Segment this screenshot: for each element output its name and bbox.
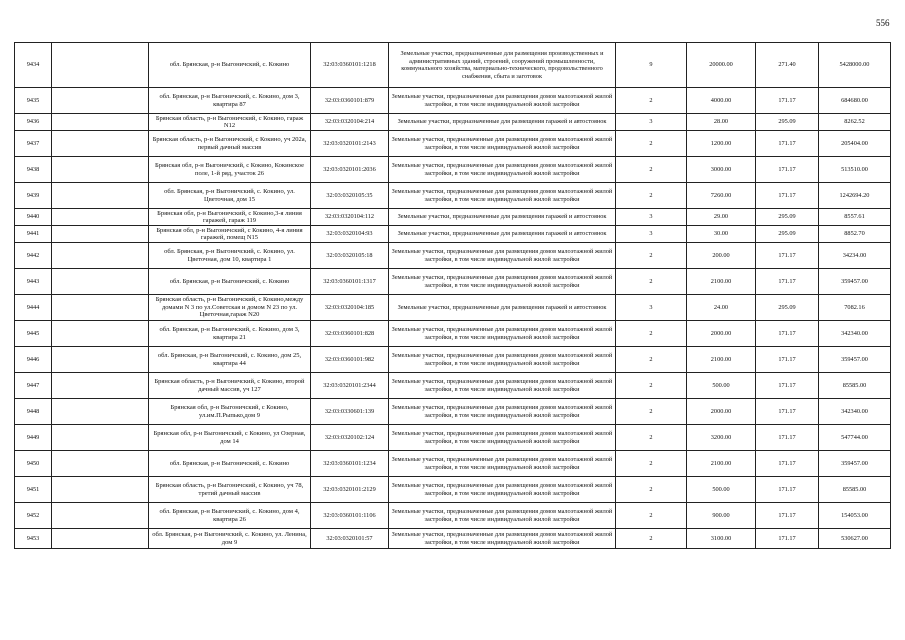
cadastral-number-cell: 32:03:0320105:18	[311, 243, 389, 269]
land-use-purpose-cell: Земельные участки, предназначенные для размещения домов малоэтажной жилой застройки, в том числе индивидуальной жилой застройки	[389, 477, 616, 503]
row-number-cell: 9448	[15, 399, 52, 425]
cadastral-number-cell: 32:03:0320102:124	[311, 425, 389, 451]
land-use-purpose-cell: Земельные участки, предназначенные для размещения домов малоэтажной жилой застройки, в том числе индивидуальной жилой застройки	[389, 373, 616, 399]
table-row	[15, 425, 891, 451]
row-number-cell: 9440	[15, 209, 52, 226]
area-cell: 500.00	[687, 477, 756, 503]
cadastral-number-cell: 32:03:0360101:1317	[311, 269, 389, 295]
area-cell: 24.00	[687, 295, 756, 321]
table-row	[15, 157, 891, 183]
table-row	[15, 183, 891, 209]
specific-value-cell: 171.17	[756, 157, 819, 183]
area-cell: 3200.00	[687, 425, 756, 451]
empty-cell	[52, 399, 149, 425]
empty-cell	[52, 43, 149, 88]
cadastral-value-cell: 342340.00	[819, 321, 891, 347]
table-row	[15, 243, 891, 269]
group-number-cell: 2	[616, 157, 687, 183]
cadastral-number-cell: 32:03:0320101:2036	[311, 157, 389, 183]
empty-cell	[52, 477, 149, 503]
group-number-cell: 2	[616, 373, 687, 399]
cadastral-number-cell: 32:03:0360101:1106	[311, 503, 389, 529]
empty-cell	[52, 425, 149, 451]
address-cell: обл. Брянская, р-н Выгоничский, с. Кокино, дом 25, квартира 44	[149, 347, 311, 373]
address-cell: обл. Брянская, р-н Выгоничский, с. Кокино	[149, 269, 311, 295]
cadastral-value-table	[14, 42, 891, 549]
cadastral-number-cell: 32:03:0320104:185	[311, 295, 389, 321]
address-cell: обл. Брянская, р-н Выгоничский, с. Кокино, ул. Цветочная, дом 15	[149, 183, 311, 209]
area-cell: 2000.00	[687, 399, 756, 425]
cadastral-value-cell: 205404.00	[819, 131, 891, 157]
empty-cell	[52, 503, 149, 529]
area-cell: 4000.00	[687, 88, 756, 114]
cadastral-value-cell: 359457.00	[819, 347, 891, 373]
address-cell: обл. Брянская, р-н Выгоничский, с. Кокино, дом 3, квартира 21	[149, 321, 311, 347]
address-cell: Брянская обл, р-н Выгоничский, с Кокино, Кокинское поле, 1-й ряд, участок 26	[149, 157, 311, 183]
table-row	[15, 269, 891, 295]
empty-cell	[52, 529, 149, 549]
address-cell: Брянская область, р-н Выгоничский, с Кокино, уч 202а, первый дачный массив	[149, 131, 311, 157]
group-number-cell: 2	[616, 529, 687, 549]
specific-value-cell: 171.17	[756, 183, 819, 209]
table-row	[15, 114, 891, 131]
land-use-purpose-cell: Земельные участки, предназначенные для размещения домов малоэтажной жилой застройки, в том числе индивидуальной жилой застройки	[389, 131, 616, 157]
specific-value-cell: 171.17	[756, 321, 819, 347]
table-row	[15, 347, 891, 373]
address-cell: Брянская область, р-н Выгоничский, с Кокино, второй дачный массив, уч 127	[149, 373, 311, 399]
specific-value-cell: 171.17	[756, 131, 819, 157]
empty-cell	[52, 183, 149, 209]
cadastral-number-cell: 32:03:0320104:112	[311, 209, 389, 226]
table-row	[15, 529, 891, 549]
cadastral-value-cell: 154053.00	[819, 503, 891, 529]
specific-value-cell: 171.17	[756, 425, 819, 451]
table-row	[15, 131, 891, 157]
cadastral-value-cell: 684680.00	[819, 88, 891, 114]
specific-value-cell: 171.17	[756, 477, 819, 503]
empty-cell	[52, 347, 149, 373]
land-use-purpose-cell: Земельные участки, предназначенные для размещения гаражей и автостоянок	[389, 209, 616, 226]
cadastral-value-cell: 1242694.20	[819, 183, 891, 209]
empty-cell	[52, 373, 149, 399]
cadastral-number-cell: 32:03:0320104:214	[311, 114, 389, 131]
row-number-cell: 9447	[15, 373, 52, 399]
cadastral-value-cell: 530627.00	[819, 529, 891, 549]
cadastral-value-cell: 5428000.00	[819, 43, 891, 88]
group-number-cell: 2	[616, 399, 687, 425]
specific-value-cell: 171.17	[756, 347, 819, 373]
table-row	[15, 226, 891, 243]
empty-cell	[52, 295, 149, 321]
cadastral-value-cell: 85585.00	[819, 477, 891, 503]
cadastral-value-cell: 85585.00	[819, 373, 891, 399]
table-row	[15, 399, 891, 425]
cadastral-number-cell: 32:03:0330601:139	[311, 399, 389, 425]
group-number-cell: 2	[616, 425, 687, 451]
specific-value-cell: 171.17	[756, 269, 819, 295]
cadastral-number-cell: 32:03:0360101:879	[311, 88, 389, 114]
land-use-purpose-cell: Земельные участки, предназначенные для размещения домов малоэтажной жилой застройки, в том числе индивидуальной жилой застройки	[389, 503, 616, 529]
empty-cell	[52, 226, 149, 243]
land-use-purpose-cell: Земельные участки, предназначенные для размещения домов малоэтажной жилой застройки, в том числе индивидуальной жилой застройки	[389, 269, 616, 295]
row-number-cell: 9453	[15, 529, 52, 549]
table-row	[15, 321, 891, 347]
area-cell: 28.00	[687, 114, 756, 131]
address-cell: Брянская обл, р-н Выгоничский, с Кокино, ул Озерная, дом 14	[149, 425, 311, 451]
specific-value-cell: 295.09	[756, 114, 819, 131]
table-row	[15, 209, 891, 226]
row-number-cell: 9449	[15, 425, 52, 451]
group-number-cell: 2	[616, 243, 687, 269]
specific-value-cell: 171.17	[756, 399, 819, 425]
row-number-cell: 9435	[15, 88, 52, 114]
land-use-purpose-cell: Земельные участки, предназначенные для размещения домов малоэтажной жилой застройки, в том числе индивидуальной жилой застройки	[389, 88, 616, 114]
empty-cell	[52, 321, 149, 347]
empty-cell	[52, 114, 149, 131]
row-number-cell: 9439	[15, 183, 52, 209]
cadastral-number-cell: 32:03:0360101:1218	[311, 43, 389, 88]
specific-value-cell: 295.09	[756, 295, 819, 321]
empty-cell	[52, 209, 149, 226]
area-cell: 3000.00	[687, 157, 756, 183]
area-cell: 7260.00	[687, 183, 756, 209]
address-cell: Брянская обл, р-н Выгоничский, с Кокино, 4-я линия гаражей, помещ N15	[149, 226, 311, 243]
group-number-cell: 3	[616, 114, 687, 131]
specific-value-cell: 295.09	[756, 209, 819, 226]
row-number-cell: 9441	[15, 226, 52, 243]
cadastral-number-cell: 32:03:0320105:35	[311, 183, 389, 209]
empty-cell	[52, 157, 149, 183]
area-cell: 500.00	[687, 373, 756, 399]
land-use-purpose-cell: Земельные участки, предназначенные для размещения домов малоэтажной жилой застройки, в том числе индивидуальной жилой застройки	[389, 321, 616, 347]
area-cell: 30.00	[687, 226, 756, 243]
cadastral-value-cell: 8262.52	[819, 114, 891, 131]
row-number-cell: 9434	[15, 43, 52, 88]
row-number-cell: 9451	[15, 477, 52, 503]
specific-value-cell: 295.09	[756, 226, 819, 243]
specific-value-cell: 171.17	[756, 243, 819, 269]
cadastral-value-cell: 547744.00	[819, 425, 891, 451]
address-cell: Брянская область, р-н Выгоничский, с Кокино, гараж N12	[149, 114, 311, 131]
land-use-purpose-cell: Земельные участки, предназначенные для размещения гаражей и автостоянок	[389, 226, 616, 243]
table-row	[15, 295, 891, 321]
cadastral-value-cell: 8557.61	[819, 209, 891, 226]
group-number-cell: 2	[616, 183, 687, 209]
land-use-purpose-cell: Земельные участки, предназначенные для размещения гаражей и автостоянок	[389, 295, 616, 321]
empty-cell	[52, 131, 149, 157]
row-number-cell: 9450	[15, 451, 52, 477]
cadastral-value-cell: 34234.00	[819, 243, 891, 269]
group-number-cell: 3	[616, 295, 687, 321]
row-number-cell: 9445	[15, 321, 52, 347]
address-cell: обл. Брянская, р-н Выгоничский, с. Кокино, ул. Ленина, дом 9	[149, 529, 311, 549]
area-cell: 3100.00	[687, 529, 756, 549]
specific-value-cell: 171.17	[756, 529, 819, 549]
group-number-cell: 2	[616, 131, 687, 157]
cadastral-value-cell: 359457.00	[819, 269, 891, 295]
row-number-cell: 9446	[15, 347, 52, 373]
cadastral-number-cell: 32:03:0320101:57	[311, 529, 389, 549]
cadastral-number-cell: 32:03:0320104:93	[311, 226, 389, 243]
group-number-cell: 2	[616, 477, 687, 503]
address-cell: Брянская обл, р-н Выгоничский, с Кокино, ул.им.П.Рыпько,дом 9	[149, 399, 311, 425]
specific-value-cell: 271.40	[756, 43, 819, 88]
group-number-cell: 2	[616, 347, 687, 373]
group-number-cell: 9	[616, 43, 687, 88]
land-use-purpose-cell: Земельные участки, предназначенные для размещения домов малоэтажной жилой застройки, в том числе индивидуальной жилой застройки	[389, 243, 616, 269]
area-cell: 2100.00	[687, 269, 756, 295]
area-cell: 2100.00	[687, 347, 756, 373]
group-number-cell: 2	[616, 321, 687, 347]
empty-cell	[52, 88, 149, 114]
area-cell: 900.00	[687, 503, 756, 529]
area-cell: 1200.00	[687, 131, 756, 157]
area-cell: 200.00	[687, 243, 756, 269]
cadastral-number-cell: 32:03:0360101:1234	[311, 451, 389, 477]
land-use-purpose-cell: Земельные участки, предназначенные для размещения производственных и административных зданий, строений, сооружений промышленности, коммунального хозяйства, материально-технического, продовольственного снабжения, сбыта и заготовок	[389, 43, 616, 88]
group-number-cell: 3	[616, 226, 687, 243]
cadastral-value-cell: 359457.00	[819, 451, 891, 477]
row-number-cell: 9442	[15, 243, 52, 269]
group-number-cell: 2	[616, 269, 687, 295]
land-use-purpose-cell: Земельные участки, предназначенные для размещения домов малоэтажной жилой застройки, в том числе индивидуальной жилой застройки	[389, 425, 616, 451]
specific-value-cell: 171.17	[756, 451, 819, 477]
address-cell: обл. Брянская, р-н Выгоничский, с. Кокино, дом 4, квартира 26	[149, 503, 311, 529]
row-number-cell: 9444	[15, 295, 52, 321]
specific-value-cell: 171.17	[756, 503, 819, 529]
cadastral-value-cell: 7082.16	[819, 295, 891, 321]
address-cell: Брянская область, р-н Выгоничский, с Кокино,между домами N 3 по ул.Советская и домом N 23 по ул. Цветочная,гараж N20	[149, 295, 311, 321]
cadastral-value-cell: 8852.70	[819, 226, 891, 243]
cadastral-number-cell: 32:03:0360101:982	[311, 347, 389, 373]
empty-cell	[52, 269, 149, 295]
area-cell: 29.00	[687, 209, 756, 226]
land-use-purpose-cell: Земельные участки, предназначенные для размещения домов малоэтажной жилой застройки, в том числе индивидуальной жилой застройки	[389, 183, 616, 209]
table-row	[15, 503, 891, 529]
table-row	[15, 88, 891, 114]
address-cell: Брянская обл, р-н Выгоничский, с Кокино,3-я линия гаражей, гараж 119	[149, 209, 311, 226]
cadastral-number-cell: 32:03:0320101:2129	[311, 477, 389, 503]
row-number-cell: 9443	[15, 269, 52, 295]
address-cell: обл. Брянская, р-н Выгоничский, с. Кокино	[149, 451, 311, 477]
table-row	[15, 477, 891, 503]
table-row	[15, 373, 891, 399]
cadastral-value-cell: 513510.00	[819, 157, 891, 183]
address-cell: Брянская область, р-н Выгоничский, с Кокино, уч 78, третий дачный массив	[149, 477, 311, 503]
land-use-purpose-cell: Земельные участки, предназначенные для размещения домов малоэтажной жилой застройки, в том числе индивидуальной жилой застройки	[389, 529, 616, 549]
land-use-purpose-cell: Земельные участки, предназначенные для размещения домов малоэтажной жилой застройки, в том числе индивидуальной жилой застройки	[389, 399, 616, 425]
cadastral-number-cell: 32:03:0320101:2143	[311, 131, 389, 157]
land-use-purpose-cell: Земельные участки, предназначенные для размещения домов малоэтажной жилой застройки, в том числе индивидуальной жилой застройки	[389, 347, 616, 373]
empty-cell	[52, 451, 149, 477]
cadastral-value-cell: 342340.00	[819, 399, 891, 425]
area-cell: 2000.00	[687, 321, 756, 347]
land-use-purpose-cell: Земельные участки, предназначенные для размещения гаражей и автостоянок	[389, 114, 616, 131]
address-cell: обл. Брянская, р-н Выгоничский, с. Кокино	[149, 43, 311, 88]
land-use-purpose-cell: Земельные участки, предназначенные для размещения домов малоэтажной жилой застройки, в том числе индивидуальной жилой застройки	[389, 451, 616, 477]
specific-value-cell: 171.17	[756, 373, 819, 399]
cadastral-number-cell: 32:03:0320101:2344	[311, 373, 389, 399]
group-number-cell: 2	[616, 451, 687, 477]
land-use-purpose-cell: Земельные участки, предназначенные для размещения домов малоэтажной жилой застройки, в том числе индивидуальной жилой застройки	[389, 157, 616, 183]
empty-cell	[52, 243, 149, 269]
address-cell: обл. Брянская, р-н Выгоничский, с. Кокино, дом 3, квартира 87	[149, 88, 311, 114]
address-cell: обл. Брянская, р-н Выгоничский, с. Кокино, ул. Цветочная, дом 10, квартира 1	[149, 243, 311, 269]
row-number-cell: 9438	[15, 157, 52, 183]
area-cell: 2100.00	[687, 451, 756, 477]
table-row	[15, 43, 891, 88]
row-number-cell: 9436	[15, 114, 52, 131]
specific-value-cell: 171.17	[756, 88, 819, 114]
area-cell: 20000.00	[687, 43, 756, 88]
table-row	[15, 451, 891, 477]
row-number-cell: 9437	[15, 131, 52, 157]
table-body	[15, 43, 891, 549]
row-number-cell: 9452	[15, 503, 52, 529]
cadastral-number-cell: 32:03:0360101:828	[311, 321, 389, 347]
group-number-cell: 3	[616, 209, 687, 226]
group-number-cell: 2	[616, 503, 687, 529]
group-number-cell: 2	[616, 88, 687, 114]
page-number: 556	[876, 18, 890, 28]
